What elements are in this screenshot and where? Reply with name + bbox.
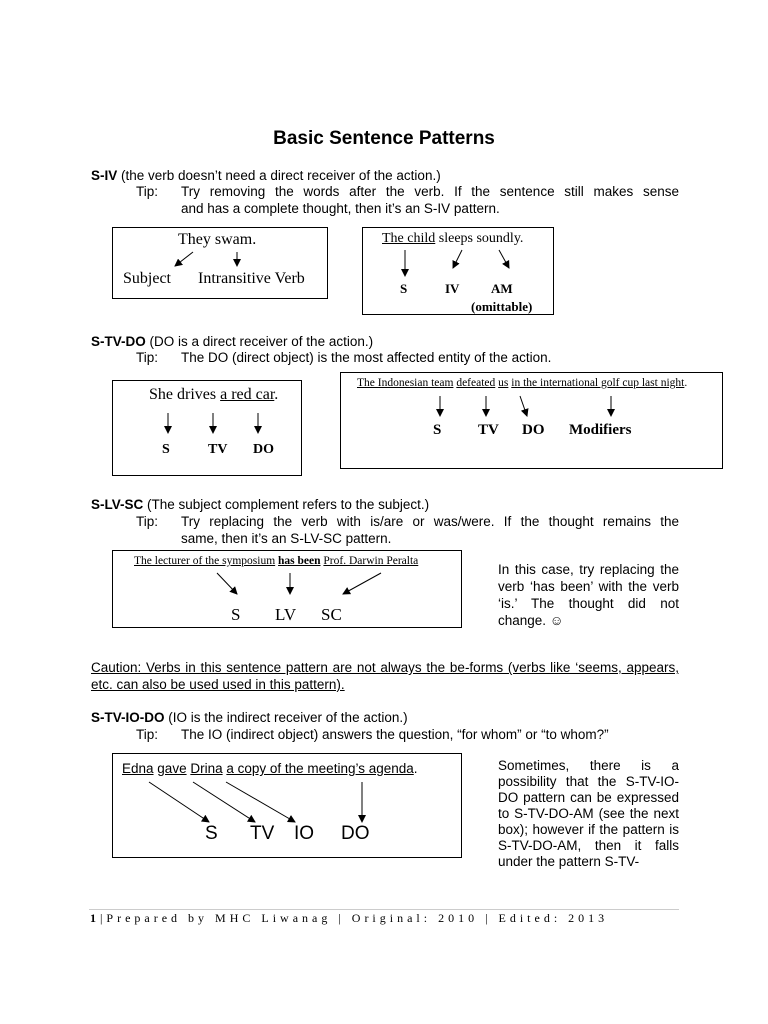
footer-text: |Prepared by MHC Liwanag | Original: 2010 | Edited: 2013 — [100, 911, 609, 925]
modifiers-label: Modifiers — [569, 422, 632, 438]
s-label: S — [231, 605, 241, 624]
iv-label: IV — [445, 281, 460, 296]
page-title: Basic Sentence Patterns — [273, 128, 495, 149]
pattern-description: (IO is the indirect receiver of the action.) — [164, 710, 408, 725]
pattern-label: S-TV-IO-DO — [91, 710, 165, 725]
section-s-iv-heading — [91, 167, 691, 184]
pattern-description: (the verb doesn’t need a direct receiver of the action.) — [117, 168, 441, 183]
subject-words: The lecturer of the symposium — [134, 555, 276, 567]
do-label: DO — [341, 823, 370, 844]
example-box-she-drives — [112, 380, 302, 476]
omittable-label: (omittable) — [471, 299, 533, 314]
tip-label: Tip: — [136, 727, 159, 742]
sentence-period: . — [413, 761, 418, 776]
s-label: S — [433, 422, 442, 438]
pattern-label: S-TV-DO — [91, 334, 146, 349]
example-box-child-sleeps — [362, 227, 554, 315]
s-label: S — [400, 281, 408, 296]
object-word: us — [498, 377, 509, 389]
diagram-arrows — [113, 754, 463, 859]
indirect-object-word: Drina — [190, 761, 223, 776]
page-number: 1 — [90, 911, 100, 925]
subject-word: The child — [382, 231, 436, 246]
tip-text: Try removing the words after the verb. If the sentence still makes sense — [181, 184, 679, 199]
sentence-period: . — [684, 377, 688, 389]
sc-label: SC — [321, 605, 342, 624]
caution-note: Caution: Verbs in this sentence pattern are not always the be-forms (verbs like ‘seems, appears, etc. can also be used used in this pattern). — [91, 660, 679, 692]
am-label: AM — [491, 281, 513, 296]
tip-text: The DO (direct object) is the most affected entity of the action. — [181, 350, 552, 365]
side-note: Sometimes, there is a possibility that the S-TV-IO-DO pattern can be expressed to S-TV-DO-AM (see the next box); however if the pattern is S-TV-DO-AM, then it falls under the pattern S-TV- — [498, 758, 679, 869]
diagram-arrows — [113, 381, 303, 477]
pattern-label: S-LV-SC — [91, 497, 144, 512]
tv-label: TV — [478, 422, 499, 438]
tip-text: The IO (indirect object) answers the question, “for whom” or “to whom?” — [181, 727, 609, 742]
section-s-tv-do-heading — [91, 333, 691, 350]
example-box-lecturer — [112, 550, 462, 628]
pattern-description: (The subject complement refers to the subject.) — [143, 497, 430, 512]
s-label: S — [162, 442, 170, 457]
tv-label: TV — [250, 823, 275, 844]
direct-object-words: a red car — [220, 386, 275, 403]
example-box-they-swam — [112, 227, 328, 299]
tip-label: Tip: — [136, 350, 159, 365]
subject-label: Subject — [123, 270, 171, 287]
tip-text: Try replacing the verb with is/are or was/were. If the thought remains the — [181, 514, 679, 529]
example-box-indonesian-team — [340, 372, 723, 469]
footer-divider — [89, 909, 679, 910]
diagram-arrows — [113, 228, 329, 300]
side-note: In this case, try replacing the verb ‘has been’ with the verb ‘is.’ The thought did not change. ☺ — [498, 562, 679, 628]
tip-text: and has a complete thought, then it’s an S-IV pattern. — [181, 201, 500, 216]
diagram-arrows — [113, 551, 463, 629]
do-label: DO — [253, 442, 274, 457]
do-label: DO — [522, 422, 545, 438]
section-s-tv-io-do-heading — [91, 709, 691, 726]
linking-verb-words: has been — [278, 555, 321, 567]
direct-object-words: a copy of the meeting’s agenda — [226, 761, 414, 776]
footer — [90, 911, 608, 926]
sentence-part: She drives — [149, 386, 221, 403]
pattern-label: S-IV — [91, 168, 118, 183]
subject-word: Edna — [122, 761, 154, 776]
io-label: IO — [294, 823, 315, 844]
section-s-lv-sc-heading — [91, 496, 691, 513]
s-label: S — [205, 823, 218, 844]
tip-label: Tip: — [136, 184, 159, 199]
tip-label: Tip: — [136, 514, 159, 529]
diagram-arrows — [341, 373, 724, 470]
example-sentence: They swam. — [178, 231, 257, 248]
intransitive-verb-label: Intransitive Verb — [198, 270, 305, 287]
verb-word: defeated — [456, 377, 496, 389]
modifier-words: in the international golf cup last night — [511, 377, 685, 389]
tv-label: TV — [208, 442, 228, 457]
predicate-words: sleeps soundly. — [435, 231, 524, 246]
lv-label: LV — [275, 605, 297, 624]
example-box-edna-gave — [112, 753, 462, 858]
subject-words: The Indonesian team — [357, 377, 454, 389]
verb-word: gave — [157, 761, 187, 776]
sentence-period: . — [274, 386, 279, 403]
tip-text: same, then it’s an S-LV-SC pattern. — [181, 531, 392, 546]
diagram-arrows — [363, 228, 555, 316]
complement-words: Prof. Darwin Peralta — [323, 555, 419, 567]
pattern-description: (DO is a direct receiver of the action.) — [145, 334, 374, 349]
